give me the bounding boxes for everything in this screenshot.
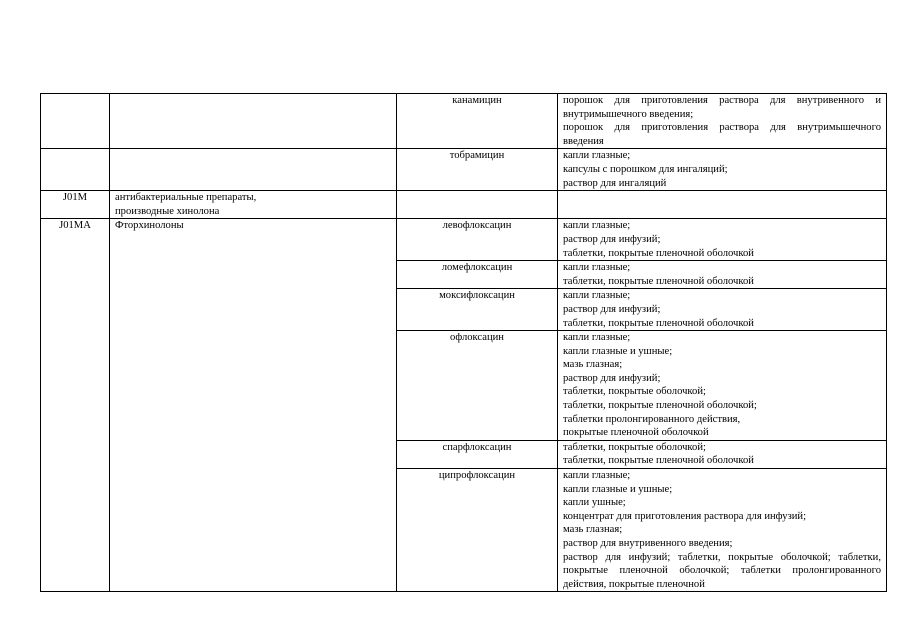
dosage-form: раствор для инфузий; таблетки, покрытые оболочкой; таблетки, покрытые пленочной оболочкой; таблетки пролонгированного действия, покрытые пленочной — [563, 551, 881, 590]
drug-name-cell: канамицин — [397, 94, 558, 149]
atc-code-cell: J01MA — [41, 219, 110, 592]
dosage-forms-cell — [558, 191, 887, 219]
dosage-form: капли глазные; — [563, 332, 631, 344]
drug-name-cell: левофлоксацин — [397, 219, 558, 261]
table-row — [41, 149, 887, 191]
dosage-form: капли глазные и ушные; — [563, 345, 673, 357]
table-row — [41, 191, 887, 219]
atc-code-cell: J01M — [41, 191, 110, 219]
dosage-form: покрытые пленочной оболочкой — [563, 427, 709, 439]
dosage-form: порошок для приготовления раствора для внутривенного и внутримышечного введения; — [563, 95, 881, 120]
group-cell: антибактериальные препараты, производные хинолона — [110, 191, 397, 219]
dosage-form: таблетки, покрытые пленочной оболочкой — [563, 455, 754, 467]
dosage-form: капсулы с порошком для ингаляций; — [563, 163, 728, 175]
dosage-form: капли глазные; — [563, 150, 631, 162]
dosage-form: капли глазные; — [563, 470, 631, 482]
dosage-form: таблетки, покрытые пленочной оболочкой; — [563, 400, 757, 412]
dosage-forms-cell — [558, 289, 887, 331]
dosage-forms-cell — [558, 261, 887, 289]
dosage-form: капли ушные; — [563, 497, 626, 509]
dosage-form: капли глазные; — [563, 220, 631, 232]
drug-classification-table — [40, 93, 887, 592]
dosage-forms-cell — [558, 219, 887, 261]
dosage-form: капли глазные; — [563, 290, 631, 302]
table-row — [41, 219, 887, 261]
dosage-form: капли глазные и ушные; — [563, 483, 673, 495]
dosage-form: таблетки, покрытые пленочной оболочкой — [563, 275, 754, 287]
drug-name-cell — [397, 191, 558, 219]
dosage-form: таблетки, покрытые пленочной оболочкой — [563, 247, 754, 259]
dosage-form: таблетки пролонгированного действия, — [563, 413, 741, 425]
drug-name-cell: тобрамицин — [397, 149, 558, 191]
dosage-forms-cell — [558, 331, 887, 441]
drug-name-cell: ципрофлоксацин — [397, 469, 558, 592]
dosage-form: раствор для внутривенного введения; — [563, 538, 733, 549]
dosage-form: порошок для приготовления раствора для внутримышечного введения — [563, 122, 881, 147]
dosage-form: раствор для ингаляций — [563, 177, 667, 189]
drug-name-cell: офлоксацин — [397, 331, 558, 441]
dosage-form: капли глазные; — [563, 262, 631, 274]
dosage-form: таблетки, покрытые оболочкой; — [563, 441, 706, 453]
dosage-form: концентрат для приготовления раствора для инфузий; — [563, 510, 807, 522]
atc-code-cell — [41, 149, 110, 191]
group-cell: Фторхинолоны — [110, 219, 397, 592]
dosage-form: таблетки, покрытые оболочкой; — [563, 386, 706, 398]
atc-code-cell — [41, 94, 110, 149]
dosage-form: мазь глазная; — [563, 359, 623, 371]
dosage-form: мазь глазная; — [563, 524, 623, 536]
dosage-form: раствор для инфузий; — [563, 233, 661, 245]
dosage-form: раствор для инфузий; — [563, 303, 661, 315]
table-row — [41, 94, 887, 149]
group-cell — [110, 149, 397, 191]
drug-name-cell: спарфлоксацин — [397, 440, 558, 468]
drug-name-cell: ломефлоксацин — [397, 261, 558, 289]
dosage-forms-cell — [558, 440, 887, 468]
dosage-forms-cell — [558, 149, 887, 191]
drug-name-cell: моксифлоксацин — [397, 289, 558, 331]
dosage-forms-cell — [558, 469, 887, 592]
dosage-form: раствор для инфузий; — [563, 372, 661, 384]
dosage-forms-cell — [558, 94, 887, 149]
dosage-form: таблетки, покрытые пленочной оболочкой — [563, 317, 754, 329]
group-cell — [110, 94, 397, 149]
